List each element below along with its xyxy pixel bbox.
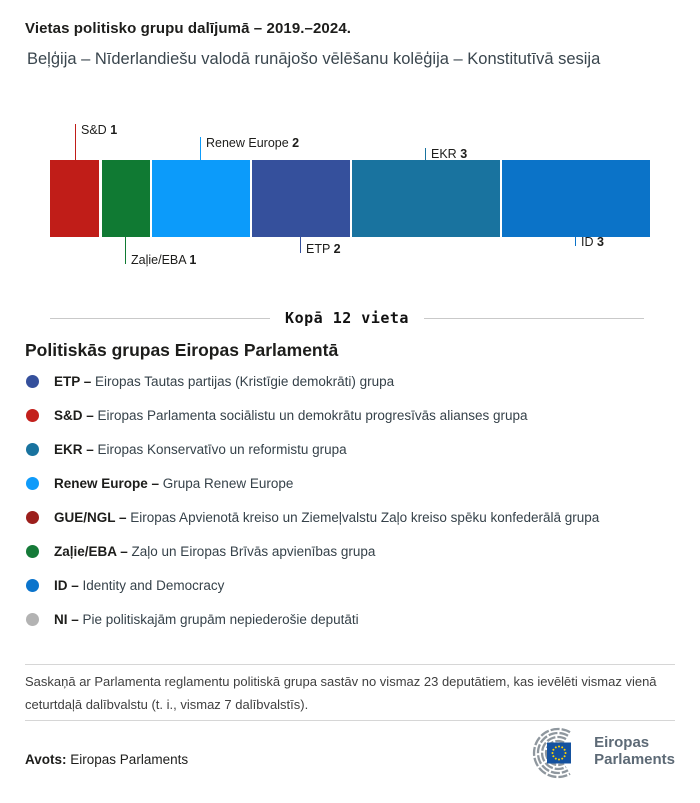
callout-tick: [125, 237, 127, 264]
callout-label: ETP 2: [306, 242, 341, 256]
footnote-divider-bottom: [25, 720, 675, 721]
ep-logo-text-line1: Eiropas: [594, 734, 650, 751]
legend-item-gue-ngl: [0, 500, 700, 534]
ep-logo: [506, 727, 675, 779]
bar-segment-etp[interactable]: [252, 160, 350, 237]
legend-item-ekr: [0, 432, 700, 466]
legend-dot-icon: [26, 409, 39, 422]
legend-item-label: S&D – Eiropas Parlamenta sociālistu un demokrātu progresīvās alianses grupa: [54, 407, 528, 423]
callout-tick: [300, 237, 302, 253]
divider-rule-right: [424, 318, 644, 319]
legend-dot-icon: [26, 511, 39, 524]
total-seats-label: Kopā 12 vieta: [285, 309, 409, 327]
bar-segment-ekr[interactable]: [352, 160, 500, 237]
bar-segment-renew-europe[interactable]: [152, 160, 250, 237]
legend-item-renew-europe: [0, 466, 700, 500]
bar-segment-za-ie-eba[interactable]: [102, 160, 150, 237]
legend-dot-icon: [26, 443, 39, 456]
legend-item-ni: [0, 602, 700, 636]
callout-label: S&D 1: [81, 123, 118, 137]
callout-tick: [200, 137, 202, 160]
legend-heading: Politiskās grupas Eiropas Parlamentā: [25, 340, 339, 360]
footnote-text: Saskaņā ar Parlamenta reglamentu politiskā grupa sastāv no vismaz 23 deputātiem, kas ievēlēti vismaz vienā ceturtdaļā dalībvalstu (t. i., vismaz 7 dalībvalstīs).: [25, 674, 657, 712]
legend-item-label: NI – Pie politiskajām grupām nepiederošie deputāti: [54, 611, 359, 627]
legend-dot-icon: [26, 579, 39, 592]
legend-item-label: Renew Europe – Grupa Renew Europe: [54, 475, 294, 491]
legend-item-etp: [0, 364, 700, 398]
ep-logo-text: [594, 734, 675, 768]
legend-item-label: EKR – Eiropas Konservatīvo un reformistu grupa: [54, 441, 347, 457]
bar-segment-s-d[interactable]: [50, 160, 99, 237]
seat-bar-chart: [50, 122, 650, 274]
footer: [25, 727, 675, 779]
legend-dot-icon: [26, 477, 39, 490]
ep-logo-text-line2: Parlaments: [594, 751, 675, 768]
legend-item-za-ie-eba: [0, 534, 700, 568]
callout-label: EKR 3: [431, 147, 468, 161]
callout-tick: [575, 237, 577, 246]
divider-rule-left: [50, 318, 270, 319]
callout-label: Zaļie/EBA 1: [131, 253, 197, 267]
legend-item-label: GUE/NGL – Eiropas Apvienotā kreiso un Ziemeļvalstu Zaļo kreiso spēku konfederālā grupa: [54, 509, 600, 525]
bar-segment-id[interactable]: [502, 160, 650, 237]
source-label: Avots:: [25, 752, 67, 767]
footnote-divider-top: [25, 664, 675, 665]
callout-label: Renew Europe 2: [206, 136, 300, 150]
source-line: [25, 752, 188, 767]
page-title: Vietas politisko grupu dalījumā – 2019.–2024.: [25, 20, 352, 37]
eu-flag-icon: [547, 743, 571, 764]
ep-hemicycle-icon: [506, 727, 586, 779]
legend-dot-icon: [26, 545, 39, 558]
bar-segments: [50, 160, 650, 237]
callout-label: ID 3: [581, 235, 604, 249]
legend-item-label: ID – Identity and Democracy: [54, 577, 225, 593]
callout-tick: [425, 148, 427, 160]
legend-item-label: ETP – Eiropas Tautas partijas (Kristīgie demokrāti) grupa: [54, 373, 395, 389]
legend-dot-icon: [26, 613, 39, 626]
legend-list: [0, 364, 700, 636]
page-subtitle: Beļģija – Nīderlandiešu valodā runājošo vēlēšanu kolēģija – Konstitutīvā sesija: [27, 50, 601, 68]
legend-item-s-d: [0, 398, 700, 432]
legend-dot-icon: [26, 375, 39, 388]
source-value: Eiropas Parlaments: [70, 752, 189, 767]
legend-item-id: [0, 568, 700, 602]
callout-tick: [75, 124, 77, 160]
legend-item-label: Zaļie/EBA – Zaļo un Eiropas Brīvās apvienības grupa: [54, 543, 376, 559]
total-divider: [50, 308, 644, 328]
